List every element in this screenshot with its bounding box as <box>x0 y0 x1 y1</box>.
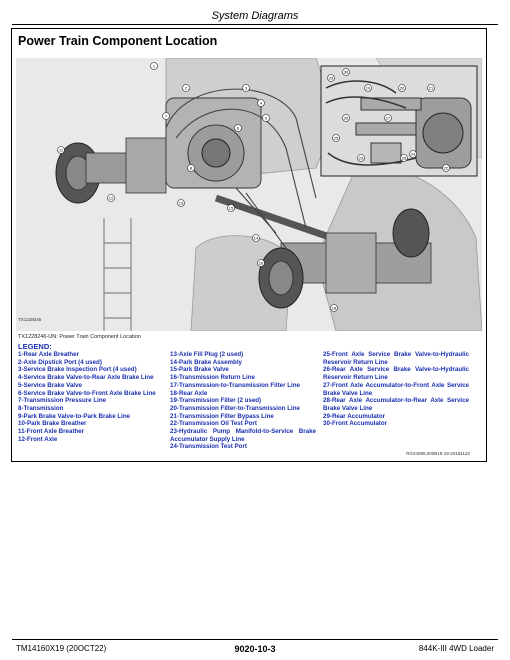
legend-item: 23-Hydraulic Pump Manifold-to-Service Brake Accumulator Supply Line <box>170 428 316 443</box>
footer-rule <box>12 639 498 640</box>
footer-model: 844K-III 4WD Loader <box>418 644 494 653</box>
svg-text:2: 2 <box>184 85 188 91</box>
legend-title: LEGEND: <box>18 342 52 351</box>
legend-column-1 <box>18 351 164 443</box>
legend-item: 3-Service Brake Inspection Port (4 used) <box>18 366 137 374</box>
legend-item: 20-Transmission Filter-to-Transmission Line <box>170 404 300 412</box>
legend-item: 6-Service Brake Valve-to-Front Axle Brake Line <box>18 389 156 397</box>
legend-item: 21-Transmission Filter Bypass Line <box>170 412 274 420</box>
legend-item: 1-Rear Axle Breather <box>18 351 79 358</box>
legend-item: 2-Axle Dipstick Port (4 used) <box>18 358 102 366</box>
legend-item: 14-Park Brake Assembly <box>170 358 243 366</box>
legend-item: 15-Park Brake Valve <box>170 366 229 374</box>
legend-item: 16-Transmission Return Line <box>170 374 255 382</box>
svg-text:6: 6 <box>236 125 240 131</box>
svg-text:15: 15 <box>228 205 234 211</box>
svg-text:1: 1 <box>152 63 156 69</box>
legend-item: 11-Front Axle Breather <box>18 428 85 436</box>
svg-text:26: 26 <box>343 115 349 121</box>
svg-text:5: 5 <box>264 115 268 121</box>
legend-item: 5-Service Brake Valve <box>18 381 82 389</box>
svg-text:25: 25 <box>333 135 339 141</box>
legend-item: 7-Transmission Pressure Line <box>18 397 107 405</box>
legend-item: 25-Front Axle Service Brake Valve-to-Hydraulic Reservoir Return Line <box>323 351 469 366</box>
document-reference: RG24095,000B19-19-20181122 <box>406 451 470 456</box>
svg-text:27: 27 <box>385 115 391 121</box>
page-header-title: System Diagrams <box>211 10 299 22</box>
power-train-figure <box>16 58 482 331</box>
svg-text:20: 20 <box>399 85 405 91</box>
footer-page-number: 9020-10-3 <box>234 644 276 654</box>
header-rule <box>12 24 498 25</box>
footer-manual-id: TM14160X19 (20OCT22) <box>16 644 107 653</box>
svg-text:19: 19 <box>365 85 371 91</box>
svg-text:18: 18 <box>331 305 337 311</box>
figure-caption: TX1228246-UN: Power Train Component Location <box>18 334 141 340</box>
svg-text:16: 16 <box>258 260 264 266</box>
legend-item: 9-Park Brake Valve-to-Park Brake Line <box>18 412 131 420</box>
svg-text:28: 28 <box>401 155 407 161</box>
legend-item: 13-Axle Fill Plug (2 used) <box>170 351 244 358</box>
legend-column-3 <box>323 351 469 428</box>
svg-text:14: 14 <box>253 235 259 241</box>
svg-text:4: 4 <box>259 100 263 106</box>
legend-item: 18-Rear Axle <box>170 389 208 397</box>
legend-item: 22-Transmission Oil Test Port <box>170 420 257 428</box>
legend-item: 12-Front Axle <box>18 435 58 443</box>
svg-text:23: 23 <box>358 155 364 161</box>
legend-item: 29-Rear Accumulator <box>323 412 386 420</box>
svg-text:13: 13 <box>178 200 184 206</box>
legend-item: 19-Transmission Filter (2 used) <box>170 397 262 405</box>
svg-text:8: 8 <box>189 165 193 171</box>
svg-text:11: 11 <box>58 147 64 153</box>
legend-item: 10-Park Brake Breather <box>18 420 87 428</box>
legend-item: 27-Front Axle Accumulator-to-Front Axle Service Brake Valve Line <box>323 381 469 397</box>
svg-text:29: 29 <box>328 75 334 81</box>
svg-text:22: 22 <box>443 165 449 171</box>
legend-item: 28-Rear Axle Accumulator-to-Rear Axle Service Brake Valve Line <box>323 397 469 412</box>
legend-item: 30-Front Accumulator <box>323 420 388 428</box>
legend-item: 26-Rear Axle Service Brake Valve-to-Hydraulic Reservoir Return Line <box>323 366 469 382</box>
legend-item: 8-Transmission <box>18 404 64 412</box>
svg-text:12: 12 <box>108 195 114 201</box>
legend-item: 24-Transmission Test Port <box>170 443 247 451</box>
svg-text:3: 3 <box>244 85 248 91</box>
legend-column-2 <box>170 351 316 451</box>
figure-id: TX1228246 <box>18 317 42 322</box>
section-title: Power Train Component Location <box>18 34 218 48</box>
svg-text:21: 21 <box>428 85 434 91</box>
legend-item: 17-Transmission-to-Transmission Filter Line <box>170 381 300 389</box>
loader-illustration <box>16 58 482 331</box>
legend-item: 4-Service Brake Valve-to-Rear Axle Brake Line <box>18 374 154 382</box>
svg-text:7: 7 <box>164 113 168 119</box>
svg-text:24: 24 <box>410 151 416 157</box>
svg-text:30: 30 <box>343 69 349 75</box>
